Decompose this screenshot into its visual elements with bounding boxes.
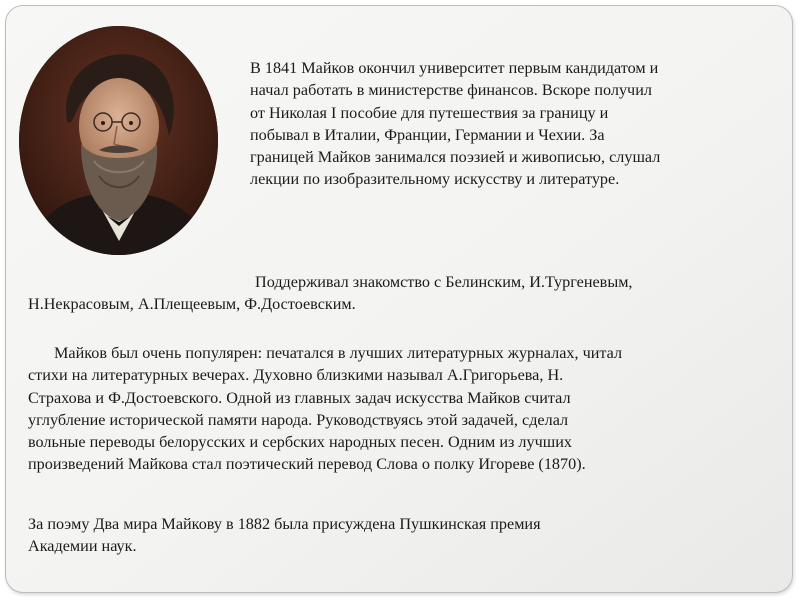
text-line: лекции по изобразительному искусству и литературе. — [250, 170, 620, 189]
text-line: побывал в Италии, Франции, Германии и Чехии. За — [250, 125, 605, 144]
paragraph-popularity — [28, 342, 622, 476]
text-line: от Николая I пособие для путешествия за границу и — [250, 103, 609, 122]
text-line: стихи на литературных вечерах. Духовно близкими называл А.Григорьева, Н. — [28, 366, 564, 385]
portrait-of-maikov-icon — [19, 26, 218, 255]
paragraph-biography — [250, 57, 660, 191]
paragraph-acquaintances — [28, 271, 632, 316]
text-line: Страхова и Ф.Достоевского. Одной из главных задач искусства Майков считал — [28, 388, 571, 407]
text-line: Майков был очень популярен: печатался в лучших литературных журналах, читал — [54, 344, 623, 362]
portrait-image — [19, 26, 218, 255]
text-line: За поэму Два мира Майкову в 1882 была присуждена Пушкинская премия — [28, 515, 541, 533]
text-line: произведений Майкова стал поэтический перевод Слова о полку Игореве (1870). — [28, 455, 586, 474]
text-line: Поддерживал знакомство с Белинским, И.Тургеневым, — [255, 273, 633, 291]
text-line: Академии наук. — [28, 537, 137, 556]
text-line: вольные переводы белорусских и сербских народных песен. Одним из лучших — [28, 433, 572, 452]
text-line: Н.Некрасовым, А.Плещеевым, Ф.Достоевским. — [28, 295, 356, 314]
text-line: начал работать в министерстве финансов. Вскоре получил — [250, 81, 652, 100]
text-line: углубление исторической памяти народа. Руководствуясь этой задачей, сделал — [28, 410, 569, 429]
text-line: В 1841 Майков окончил университет первым кандидатом и — [250, 59, 659, 77]
text-line: границей Майков занимался поэзией и живописью, слушал — [250, 148, 661, 167]
paragraph-prize — [28, 513, 541, 558]
